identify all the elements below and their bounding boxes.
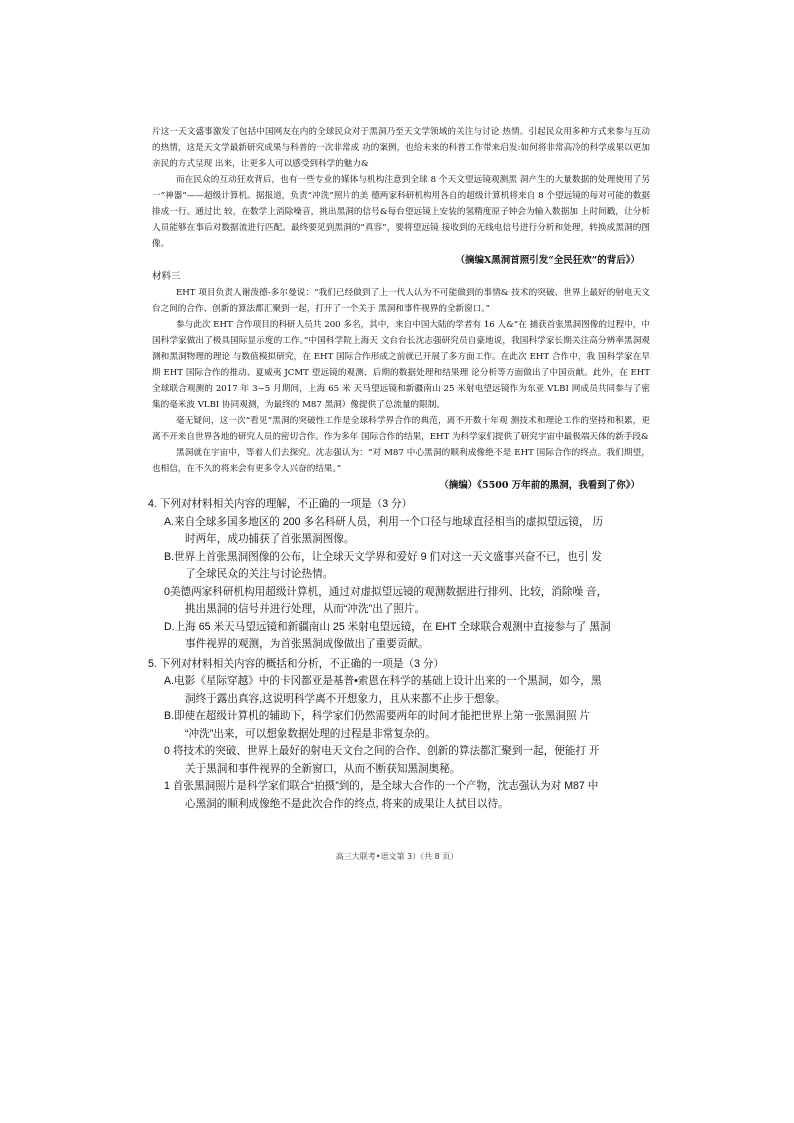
question-stem: 4. 下列对材料相关内容的理解，不正确的一项是（3 分） — [148, 498, 413, 510]
option-a-cont: 时两年，成功捕获了首张黑洞图像。 — [185, 533, 355, 545]
option-b: B.即使在超级计算机的辅助下，科学家们仍然需要两年的时间才能把世界上第一张黑洞照 片 — [164, 710, 591, 722]
question-4 — [148, 496, 650, 654]
option-c: 0美德两家科研机构用超级计算机，通过对虚拟望远镜的观测数据进行排列、比较，消除噪 音， — [164, 585, 608, 598]
option-b: B.世界上首张黑洞图像的公布，让全球天文学界和爱好 9 们对这一天文盛事兴奋不已，也引 发 — [164, 550, 602, 563]
material3-paragraph: EHT 项目负责人谢泼德-多尔曼说：“我们已经做到了上一代人认为不可能做到的事情& 技术的突破、世界上最好的射电天文台之间的合作、创新的算法都汇聚到一起，打开了一个关于 黑洞和事件视界的全新窗口。” — [152, 288, 650, 314]
material2-paragraph: 而在民众的互动狂欢背后，也有一些专业的媒体与机构注意到全球 8 个天文望远镜观测黑 洞产生的大量数据的处理使用了另一“神器”——超级计算机。据报道，负责“冲洗”照片的美 德两家科研机构用各自的超级计算机将来自 8 个望远镜的每对可能的数据排成一行。通过比 较，在数学上消除噪音，挑出黑洞的信号&每台望远镜上安装的氢精度原子钟会为输入数据加 上时间戳，让分析人员能够在事后对数据流进行匹配。最终要见到黑洞的“真容”，要将望远镜 接收到的无线电信号进行分析和处理，转换成黑洞的图像。 — [152, 175, 650, 249]
document-page — [148, 124, 650, 813]
material3-paragraph: 参与此次 EHT 合作项目的科研人员共 200 多名，其中，来自中国大陆的学者有 16 人&“在 捕获首张黑洞图像的过程中，中国科学家做出了极具国际显示度的工作。”中国科学院上海天 文台台长沈志强研究员自豪地说，我国科学家长期关注高分辨率黑洞观测和黑洞物理的理论 与数值模拟研究，在 EHT 国际合作形成之前就已开展了多方面工作。在此次 EHT 合作中，我 国科学家在早期 EHT 国际合作的推动、夏威夷 JCMT 望远镜的观测、后期的数据处理和结果理 论分析等方面做出了中国贡献。此外，在 EHT 全球联合观测的 2017 年 3~5 月期间，上海 65 米 天马望远镜和新疆南山 25 米射电望远镜作为东亚 VLBI 网成员共同参与了密集的毫米波 VLBI 协同观测，为最终的 M87 黑洞）像提供了总流量的限制。 — [152, 320, 650, 410]
material3-source: （摘编）《5500 万年前的黑洞，我看到了你》） — [439, 480, 640, 491]
option-c: 0 将技术的突破、世界上最好的射电天文台之间的合作、创新的算法都汇聚到一起，便能打 开 — [164, 745, 600, 757]
option-d: D.上海 65 米天马望远镜和新疆南山 25 米射电望远镜，在 EHT 全球联合观测中直接参与了 黑洞 — [164, 620, 611, 633]
option-b-cont: 了全球民众的关注与讨论热情。 — [185, 568, 334, 580]
option-d-cont: 心黑洞的顺利成像绝不是此次合作的终点, 将来的成果让人拭目以待。 — [185, 797, 509, 810]
material2-source: （摘编Ⅹ黑洞首照引发“全民狂欢”的背后》） — [455, 255, 640, 266]
option-d-cont: 事件视界的观测，为首张黑洞成像做出了重要贡献。 — [185, 638, 429, 650]
option-a-cont: 洞终于露出真容,这说明科学离不开想象力，且从来都不止步于想象。 — [185, 692, 506, 705]
option-a: A.来自全球多国多地区的 200 多名科研人员，利用一个口径与地球直径相当的虚拟望远镜， 历 — [164, 515, 604, 528]
question-stem: 5. 下列对材料相关内容的概括和分析，不正确的一项是（3 分） — [148, 657, 445, 670]
option-a: A.电影《星际穿越》中的卡冈都亚是基普•索恩在科学的基础上设计出来的一个黑洞，如今，黑 — [164, 675, 602, 687]
option-d: 1 首张黑洞照片是科学家们联合“拍摄”到的，是全球大合作的一个产物，沈志强认为对 M87 中 — [164, 780, 599, 792]
page-footer: 高三大联考•语文第 3）（共 8 页） — [335, 852, 459, 861]
option-c-cont: 关于黑洞和事件视界的全新窗口，从而不断获知黑洞奥秘。 — [185, 762, 461, 775]
material2-paragraph: 片这一天文盛事激发了包括中国网友在内的全球民众对于黑洞乃至天文学领域的关注与讨论 热情。引起民众用多种方式来参与互动的热情，这是天文学最新研究成果与科普的一次非常成 功的案例，也给未来的科普工作带来启发:如何将非常高冷的科学成果以更加亲民的方式呈现 出来，让更多人可以感受到科学的魅力& — [152, 127, 650, 169]
material3-label: 材料三 — [152, 271, 181, 282]
question-5 — [148, 656, 650, 814]
option-b-cont: “冲洗”出来，可以想象数据处理的过程是非常复杂的。 — [185, 727, 436, 740]
option-c-cont: 挑出黑洞的信号并进行处理，从而“冲洗”出了照片。 — [185, 603, 426, 615]
material3-paragraph: 毫无疑问，这一次“看见”黑洞的突破性工作是全球科学界合作的典范，离不开数十年观 测技术和理论工作的坚持和积累，更离不开来自世界各地的研究人员的密切合作。作为多年 国际合作的结果，EHT 为科学家们提供了研究宇宙中最极端天体的新手段& — [152, 416, 650, 442]
material3-paragraph: 黑洞就在宇宙中，等着人们去探究。沈志强认为：“对 M87 中心黑洞的顺利成像绝不是 EHT 国际合作的终点。我们期望，也相信，在不久的将来会有更多令人兴奋的结果。” — [152, 448, 650, 474]
